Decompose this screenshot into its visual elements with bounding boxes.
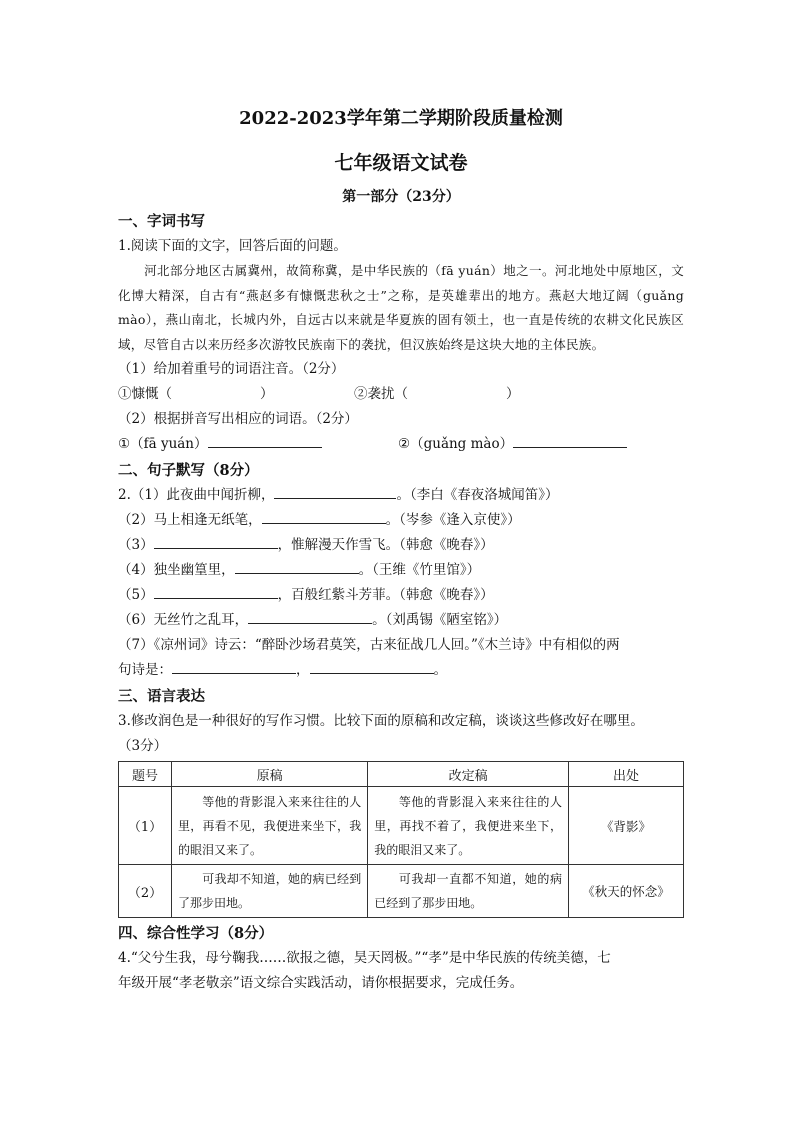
sub2-answer-a[interactable]: ①（fā yuán） [118,432,398,457]
source-text: 《背影》 [569,787,684,865]
recite-item-4[interactable]: （4）独坐幽篁里， 。（王维《竹里馆》） [118,558,684,583]
q4-line2: 年级开展“孝老敬亲”语文综合实践活动，请你根据要求，完成任务。 [118,975,524,991]
q1-sub2: （2）根据拼音写出相应的词语。（2分） [118,411,358,427]
table-header: 题号 [119,762,172,787]
table-row [119,787,684,865]
row-number: （1） [119,787,172,865]
part-heading: 第一部分（23分） [342,189,460,205]
recite-item-1[interactable]: 2.（1）此夜曲中闻折柳， 。（李白《春夜洛城闻笛》） [118,483,684,508]
recite-item-2[interactable]: （2）马上相逢无纸笔， 。（岑参《逢入京使》） [118,508,684,533]
original-text: 等他的背影混入来来往往的人里，再看不见，我便进来坐下，我的眼泪又来了。 [172,787,368,865]
q1-passage [118,259,684,357]
original-text: 可我却不知道，她的病已经到了那步田地。 [172,865,368,918]
exam-page [118,100,684,996]
revised-text: 等他的背影混入来来往往的人里，再找不着了，我便进来坐下，我的眼泪又来了。 [368,787,569,865]
recite-item-6[interactable]: （6）无丝竹之乱耳， 。（刘禹锡《陋室铭》） [118,608,684,633]
row-number: （2） [119,865,172,918]
table-row [119,865,684,918]
recite-item-7-line1: （7）《凉州词》诗云：“醉卧沙场君莫笑，古来征战几人回。”《木兰诗》中有相似的两 [118,637,620,653]
section3-heading: 三、语言表达 [118,688,205,705]
section2-heading: 二、句子默写（8分） [118,462,259,479]
revision-table [118,761,684,918]
q4-line1: 4.“父兮生我，母兮鞠我……欲报之德，昊天罔极。”“孝”是中华民族的传统美德，七 [118,950,611,966]
q1-sub1-answers [118,382,684,407]
exam-title: 2022-2023学年第二学期阶段质量检测 [239,108,563,129]
sub1-answer-a[interactable]: ①慷慨（ ） [118,386,274,402]
table-header-row [119,762,684,787]
passage-text: 河北部分地区古属冀州，故简称冀，是中华民族的（fā yuán）地之一。河北地处中原地区，文化博大精深，自古有“燕赵多有慷慨悲秋之士”之称，是英雄辈出的地方。燕赵大地辽阔（guǎng mào），燕山南北，长城内外，自远古以来就是华夏族的固有领土，也一直是传统的农耕文化民族区域，尽管自古以来历经多次游牧民族南下的袭扰，但汉族始终是这块大地的主体民族。 [118,263,684,352]
source-text: 《秋天的怀念》 [569,865,684,918]
q3-line1: 3.修改润色是一种很好的写作习惯。比较下面的原稿和改定稿，谈谈这些修改好在哪里。 [118,713,644,729]
exam-subtitle: 七年级语文试卷 [334,152,468,174]
sub2-answer-b[interactable]: ②（guǎng mào） [398,432,627,457]
q3-line2: （3分） [118,738,168,754]
q1-intro: 1.阅读下面的文字，回答后面的问题。 [118,238,347,254]
section1-heading: 一、字词书写 [118,213,205,230]
table-header: 出处 [569,762,684,787]
q1-sub1: （1）给加着重号的词语注音。（2分） [118,361,345,377]
q1-sub2-answers [118,432,684,457]
recite-item-7-line2[interactable]: 句诗是： ， 。 [118,658,684,683]
section4-heading: 四、综合性学习（8分） [118,925,274,942]
recite-item-3[interactable]: （3） ，惟解漫天作雪飞。（韩愈《晚春》） [118,533,684,558]
table-header: 改定稿 [368,762,569,787]
table-header: 原稿 [172,762,368,787]
recite-item-5[interactable]: （5） ，百般红紫斗芳菲。（韩愈《晚春》） [118,583,684,608]
sub1-answer-b[interactable]: ②袭扰（ ） [354,386,520,402]
revised-text: 可我却一直都不知道，她的病已经到了那步田地。 [368,865,569,918]
